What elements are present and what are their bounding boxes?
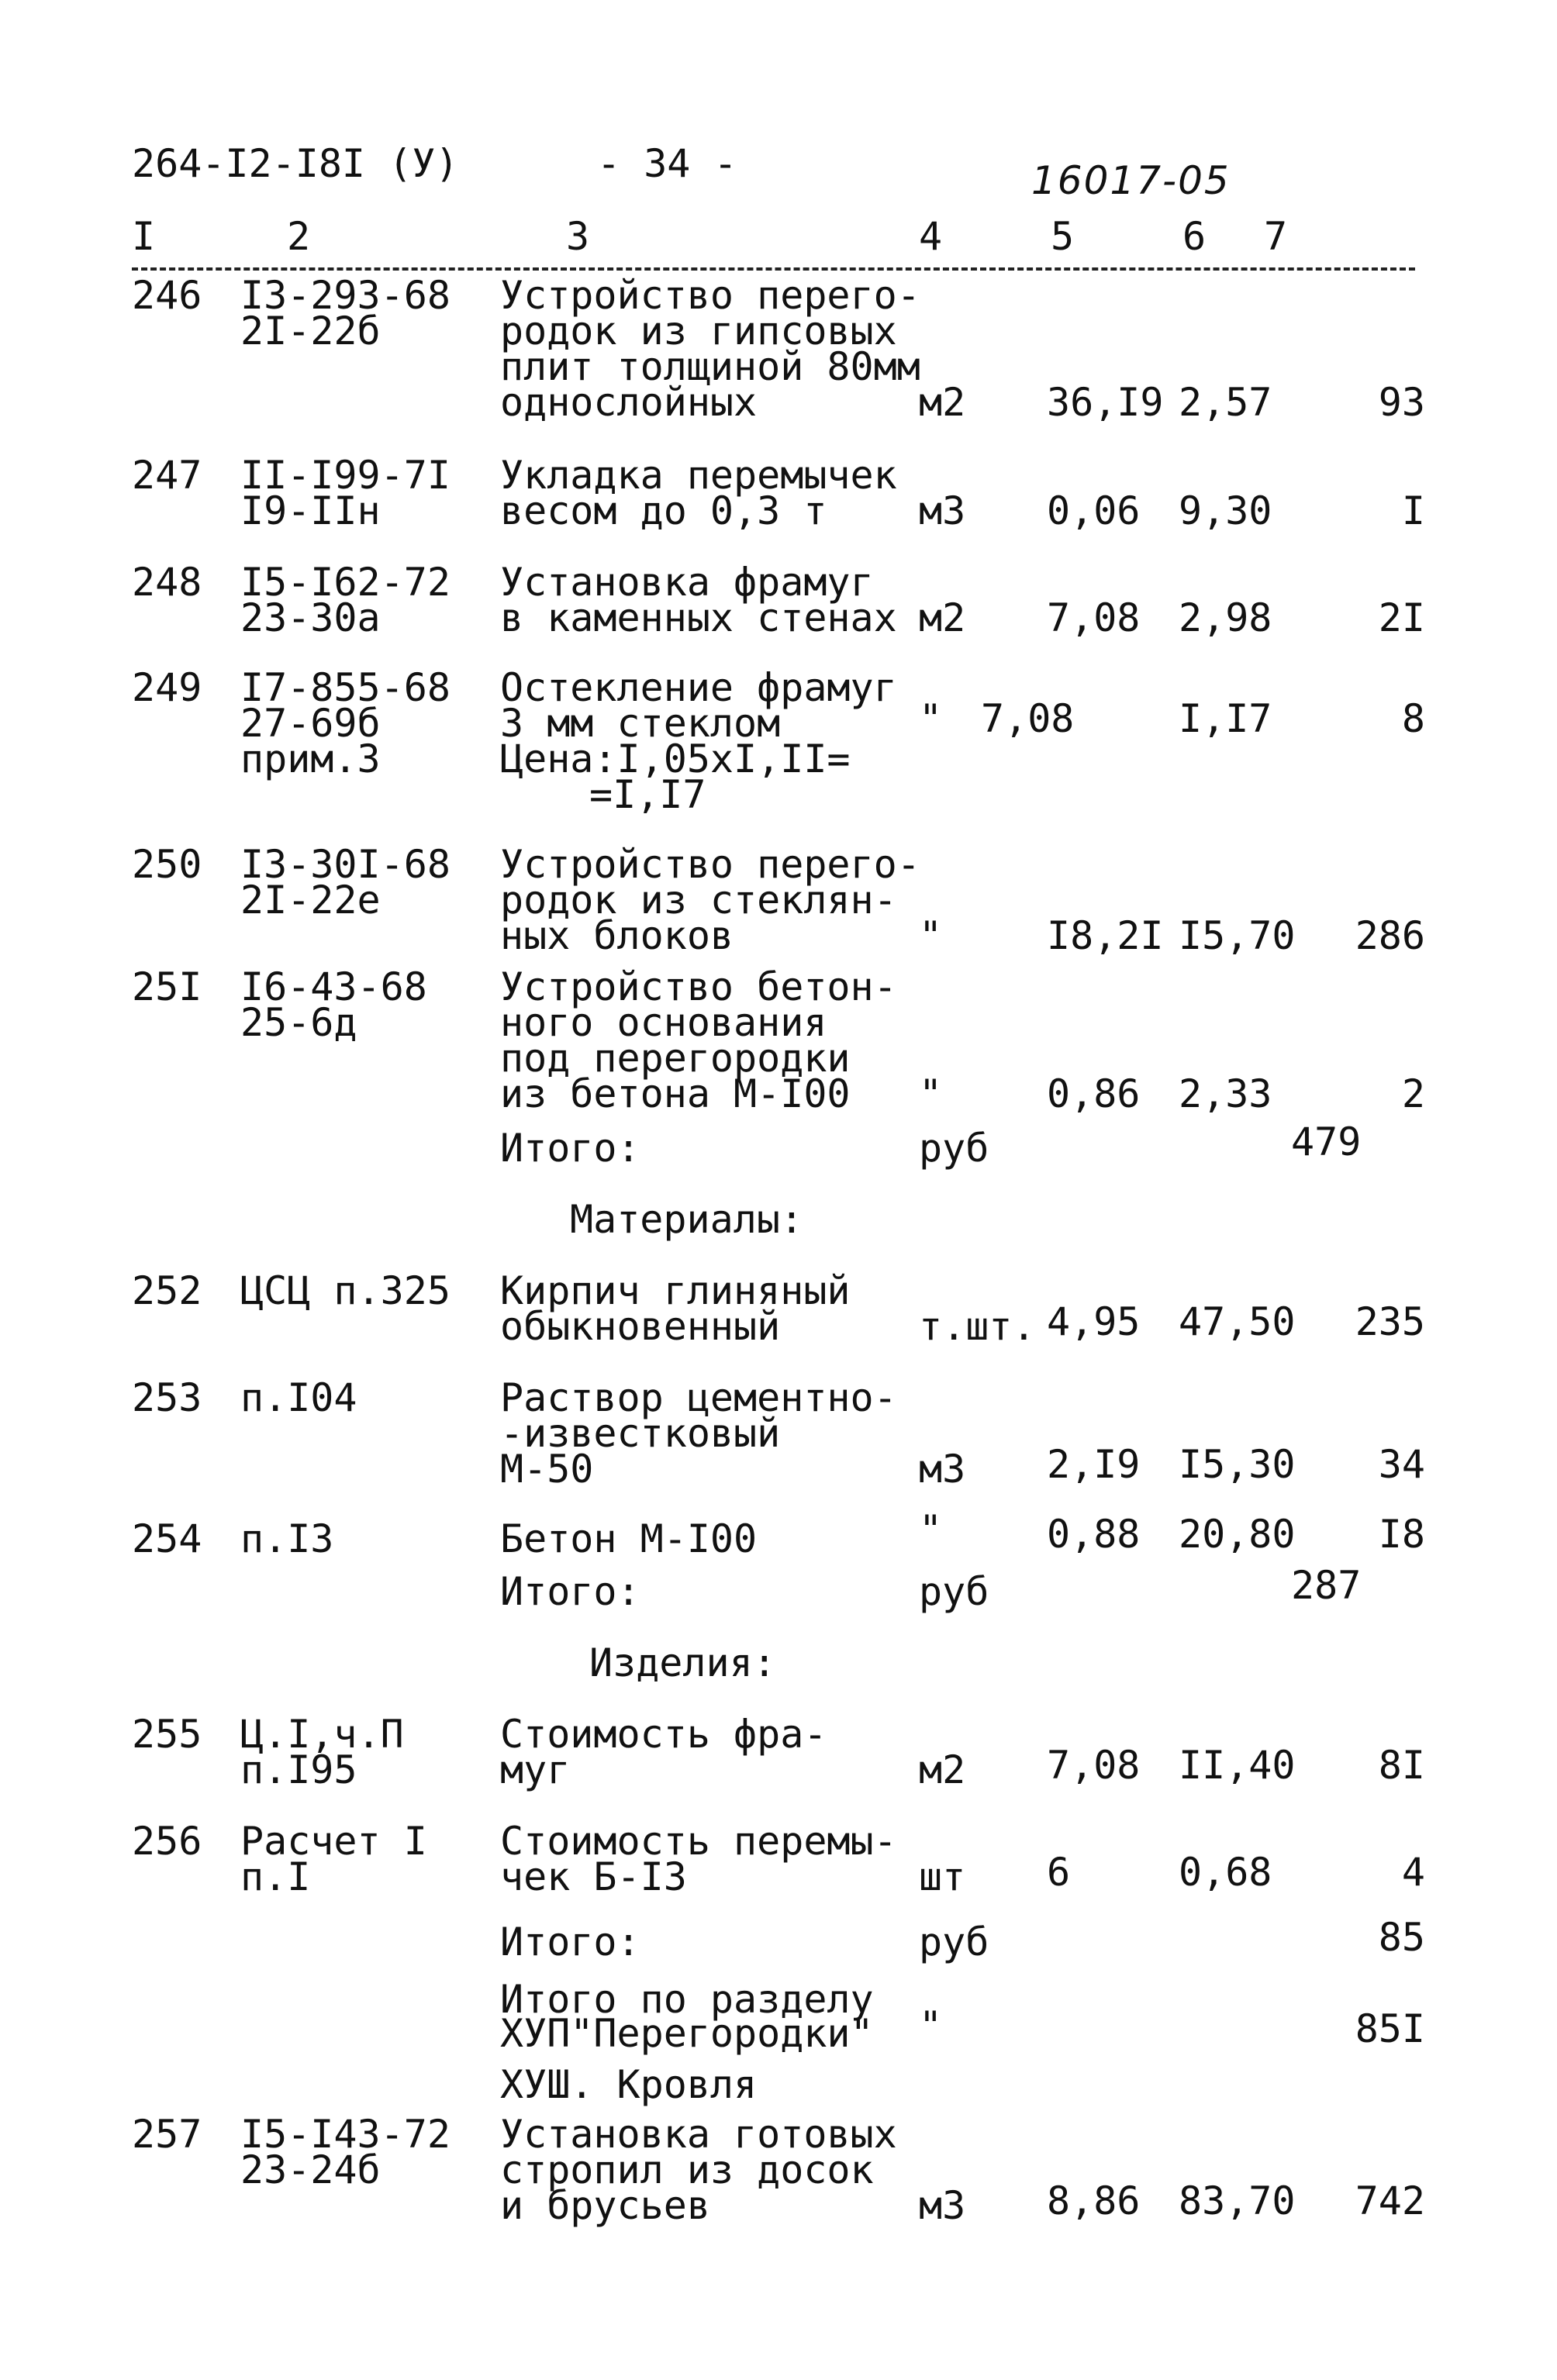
unit-price: II,40: [1179, 1743, 1296, 1788]
section-heading: Изделия:: [589, 1640, 776, 1685]
unit-price: I5,70: [1179, 913, 1296, 958]
row-number: 250: [132, 842, 202, 887]
total-cost: 93: [1378, 380, 1425, 425]
norm-code: I5-I62-72: [240, 560, 451, 605]
subtotal-value: 287: [1291, 1563, 1362, 1608]
work-description: чек Б-I3: [500, 1854, 687, 1899]
work-description: Стоимость перемы-: [500, 1819, 897, 1864]
work-description: под перегородки: [500, 1036, 851, 1081]
unit-price: I,I7: [1179, 696, 1272, 741]
unit: т.шт.: [919, 1304, 1036, 1349]
total-cost: 286: [1355, 913, 1425, 958]
col-number-3: 3: [566, 214, 590, 259]
header-divider: [132, 267, 1415, 271]
norm-code: I7-855-68: [240, 665, 451, 710]
section-total-label: Итого по разделу: [500, 1977, 874, 2022]
norm-code: I5-I43-72: [240, 2112, 451, 2157]
unit: руб: [919, 1569, 989, 1614]
total-cost: 34: [1378, 1442, 1425, 1487]
norm-code: прим.3: [240, 736, 381, 781]
work-description: Остекление фрамуг: [500, 665, 897, 710]
norm-code: I3-293-68: [240, 273, 451, 318]
work-description: весом до 0,3 т: [500, 488, 827, 533]
quantity: 2,I9: [1047, 1442, 1141, 1487]
section-heading: Материалы:: [570, 1197, 804, 1242]
quantity: 7,08: [1047, 595, 1141, 640]
unit: м2: [919, 595, 966, 640]
norm-code: п.I: [240, 1854, 311, 1899]
page-number: - 34 -: [597, 141, 737, 186]
norm-code: ЦСЦ п.325: [240, 1268, 451, 1313]
section-total-label: ХУП"Перегородки": [500, 2011, 874, 2056]
unit: м3: [919, 1447, 966, 1492]
work-description: ного основания: [500, 1000, 827, 1045]
quantity: 7,08: [1047, 1743, 1141, 1788]
norm-code: п.I04: [240, 1375, 357, 1420]
quantity: I8,2I: [1047, 913, 1164, 958]
total-cost: 8I: [1378, 1743, 1425, 1788]
work-description: =I,I7: [589, 772, 706, 817]
unit-price: 47,50: [1179, 1299, 1296, 1344]
unit: шт: [919, 1854, 966, 1899]
unit: руб: [919, 1126, 989, 1171]
unit-price: 2,33: [1179, 1071, 1272, 1116]
work-description: Установка готовых: [500, 2112, 897, 2157]
col-number-1: I: [132, 214, 156, 259]
unit: ": [919, 1071, 943, 1116]
unit-price: 20,80: [1179, 1512, 1296, 1557]
quantity: 7,08: [981, 696, 1075, 741]
work-description: Цена:I,05хI,II=: [500, 736, 851, 781]
norm-code: 23-30а: [240, 595, 381, 640]
quantity: 8,86: [1047, 2178, 1141, 2223]
work-description: Стоимость фра-: [500, 1712, 827, 1757]
work-description: Устройство перего-: [500, 842, 920, 887]
work-description: М-50: [500, 1447, 594, 1492]
col-number-2: 2: [287, 214, 311, 259]
handwritten-number: 16017-05: [1031, 158, 1231, 203]
unit: ": [919, 2003, 943, 2048]
work-description: родок из стеклян-: [500, 878, 897, 923]
work-description: однослойных: [500, 380, 758, 425]
work-description: -известковый: [500, 1411, 781, 1456]
subtotal-label: Итого:: [500, 1920, 640, 1964]
norm-code: 2I-22е: [240, 878, 381, 923]
work-description: в каменных стенах: [500, 595, 897, 640]
unit: ": [919, 696, 943, 741]
work-description: плит толщиной 80мм: [500, 344, 920, 389]
unit-price: 9,30: [1179, 488, 1272, 533]
unit-price: 2,98: [1179, 595, 1272, 640]
quantity: 0,88: [1047, 1512, 1141, 1557]
quantity: 6: [1047, 1850, 1071, 1895]
work-description: из бетона М-I00: [500, 1071, 851, 1116]
total-cost: 2I: [1378, 595, 1425, 640]
unit-price: I5,30: [1179, 1442, 1296, 1487]
work-description: Раствор цементно-: [500, 1375, 897, 1420]
norm-code: 27-69б: [240, 701, 381, 746]
work-description: муг: [500, 1747, 571, 1792]
total-cost: 4: [1401, 1850, 1425, 1895]
row-number: 255: [132, 1712, 202, 1757]
subtotal-label: Итого:: [500, 1126, 640, 1171]
row-number: 248: [132, 560, 202, 605]
col-number-4: 4: [919, 214, 943, 259]
col-number-7: 7: [1264, 214, 1288, 259]
total-cost: I8: [1378, 1512, 1425, 1557]
doc-code: 264-I2-I8I (У): [132, 141, 459, 186]
row-number: 252: [132, 1268, 202, 1313]
work-description: Укладка перемычек: [500, 453, 897, 498]
row-number: 247: [132, 453, 202, 498]
norm-code: I9-IIн: [240, 488, 381, 533]
col-number-6: 6: [1182, 214, 1207, 259]
row-number: 246: [132, 273, 202, 318]
work-description: Бетон М-I00: [500, 1516, 758, 1561]
unit: руб: [919, 1920, 989, 1964]
row-number: 25I: [132, 964, 202, 1009]
quantity: 0,06: [1047, 488, 1141, 533]
work-description: Устройство перего-: [500, 273, 920, 318]
quantity: 0,86: [1047, 1071, 1141, 1116]
unit: м2: [919, 1747, 966, 1792]
total-cost: 8: [1401, 696, 1425, 741]
norm-code: I6-43-68: [240, 964, 427, 1009]
row-number: 254: [132, 1516, 202, 1561]
norm-code: 23-24б: [240, 2147, 381, 2192]
unit: м3: [919, 488, 966, 533]
row-number: 257: [132, 2112, 202, 2157]
work-description: Устройство бетон-: [500, 964, 897, 1009]
unit-price: 2,57: [1179, 380, 1272, 425]
norm-code: Ц.I,ч.П: [240, 1712, 404, 1757]
work-description: Установка фрамуг: [500, 560, 874, 605]
unit: ": [919, 913, 943, 958]
subtotal-value: 479: [1291, 1119, 1362, 1164]
work-description: 3 мм стеклом: [500, 701, 781, 746]
work-description: стропил из досок: [500, 2147, 874, 2192]
unit: м3: [919, 2183, 966, 2228]
section-heading: ХУШ. Кровля: [500, 2062, 758, 2107]
unit: ": [919, 1507, 943, 1552]
total-cost: 742: [1355, 2178, 1425, 2223]
unit-price: 0,68: [1179, 1850, 1272, 1895]
quantity: 36,I9: [1047, 380, 1164, 425]
section-total-value: 85I: [1355, 2006, 1425, 2051]
quantity: 4,95: [1047, 1299, 1141, 1344]
unit-price: 83,70: [1179, 2178, 1296, 2223]
norm-code: II-I99-7I: [240, 453, 451, 498]
unit: м2: [919, 380, 966, 425]
total-cost: 235: [1355, 1299, 1425, 1344]
norm-code: п.I95: [240, 1747, 357, 1792]
norm-code: Расчет I: [240, 1819, 427, 1864]
work-description: ных блоков: [500, 913, 734, 958]
row-number: 256: [132, 1819, 202, 1864]
subtotal-label: Итого:: [500, 1569, 640, 1614]
norm-code: 2I-22б: [240, 309, 381, 354]
norm-code: п.I3: [240, 1516, 334, 1561]
work-description: и брусьев: [500, 2183, 710, 2228]
row-number: 249: [132, 665, 202, 710]
norm-code: I3-30I-68: [240, 842, 451, 887]
work-description: Кирпич глиняный: [500, 1268, 851, 1313]
work-description: обыкновенный: [500, 1304, 781, 1349]
subtotal-value: 85: [1378, 1915, 1425, 1960]
total-cost: 2: [1401, 1071, 1425, 1116]
row-number: 253: [132, 1375, 202, 1420]
total-cost: I: [1401, 488, 1425, 533]
norm-code: 25-6д: [240, 1000, 357, 1045]
work-description: родок из гипсовых: [500, 309, 897, 354]
col-number-5: 5: [1051, 214, 1075, 259]
